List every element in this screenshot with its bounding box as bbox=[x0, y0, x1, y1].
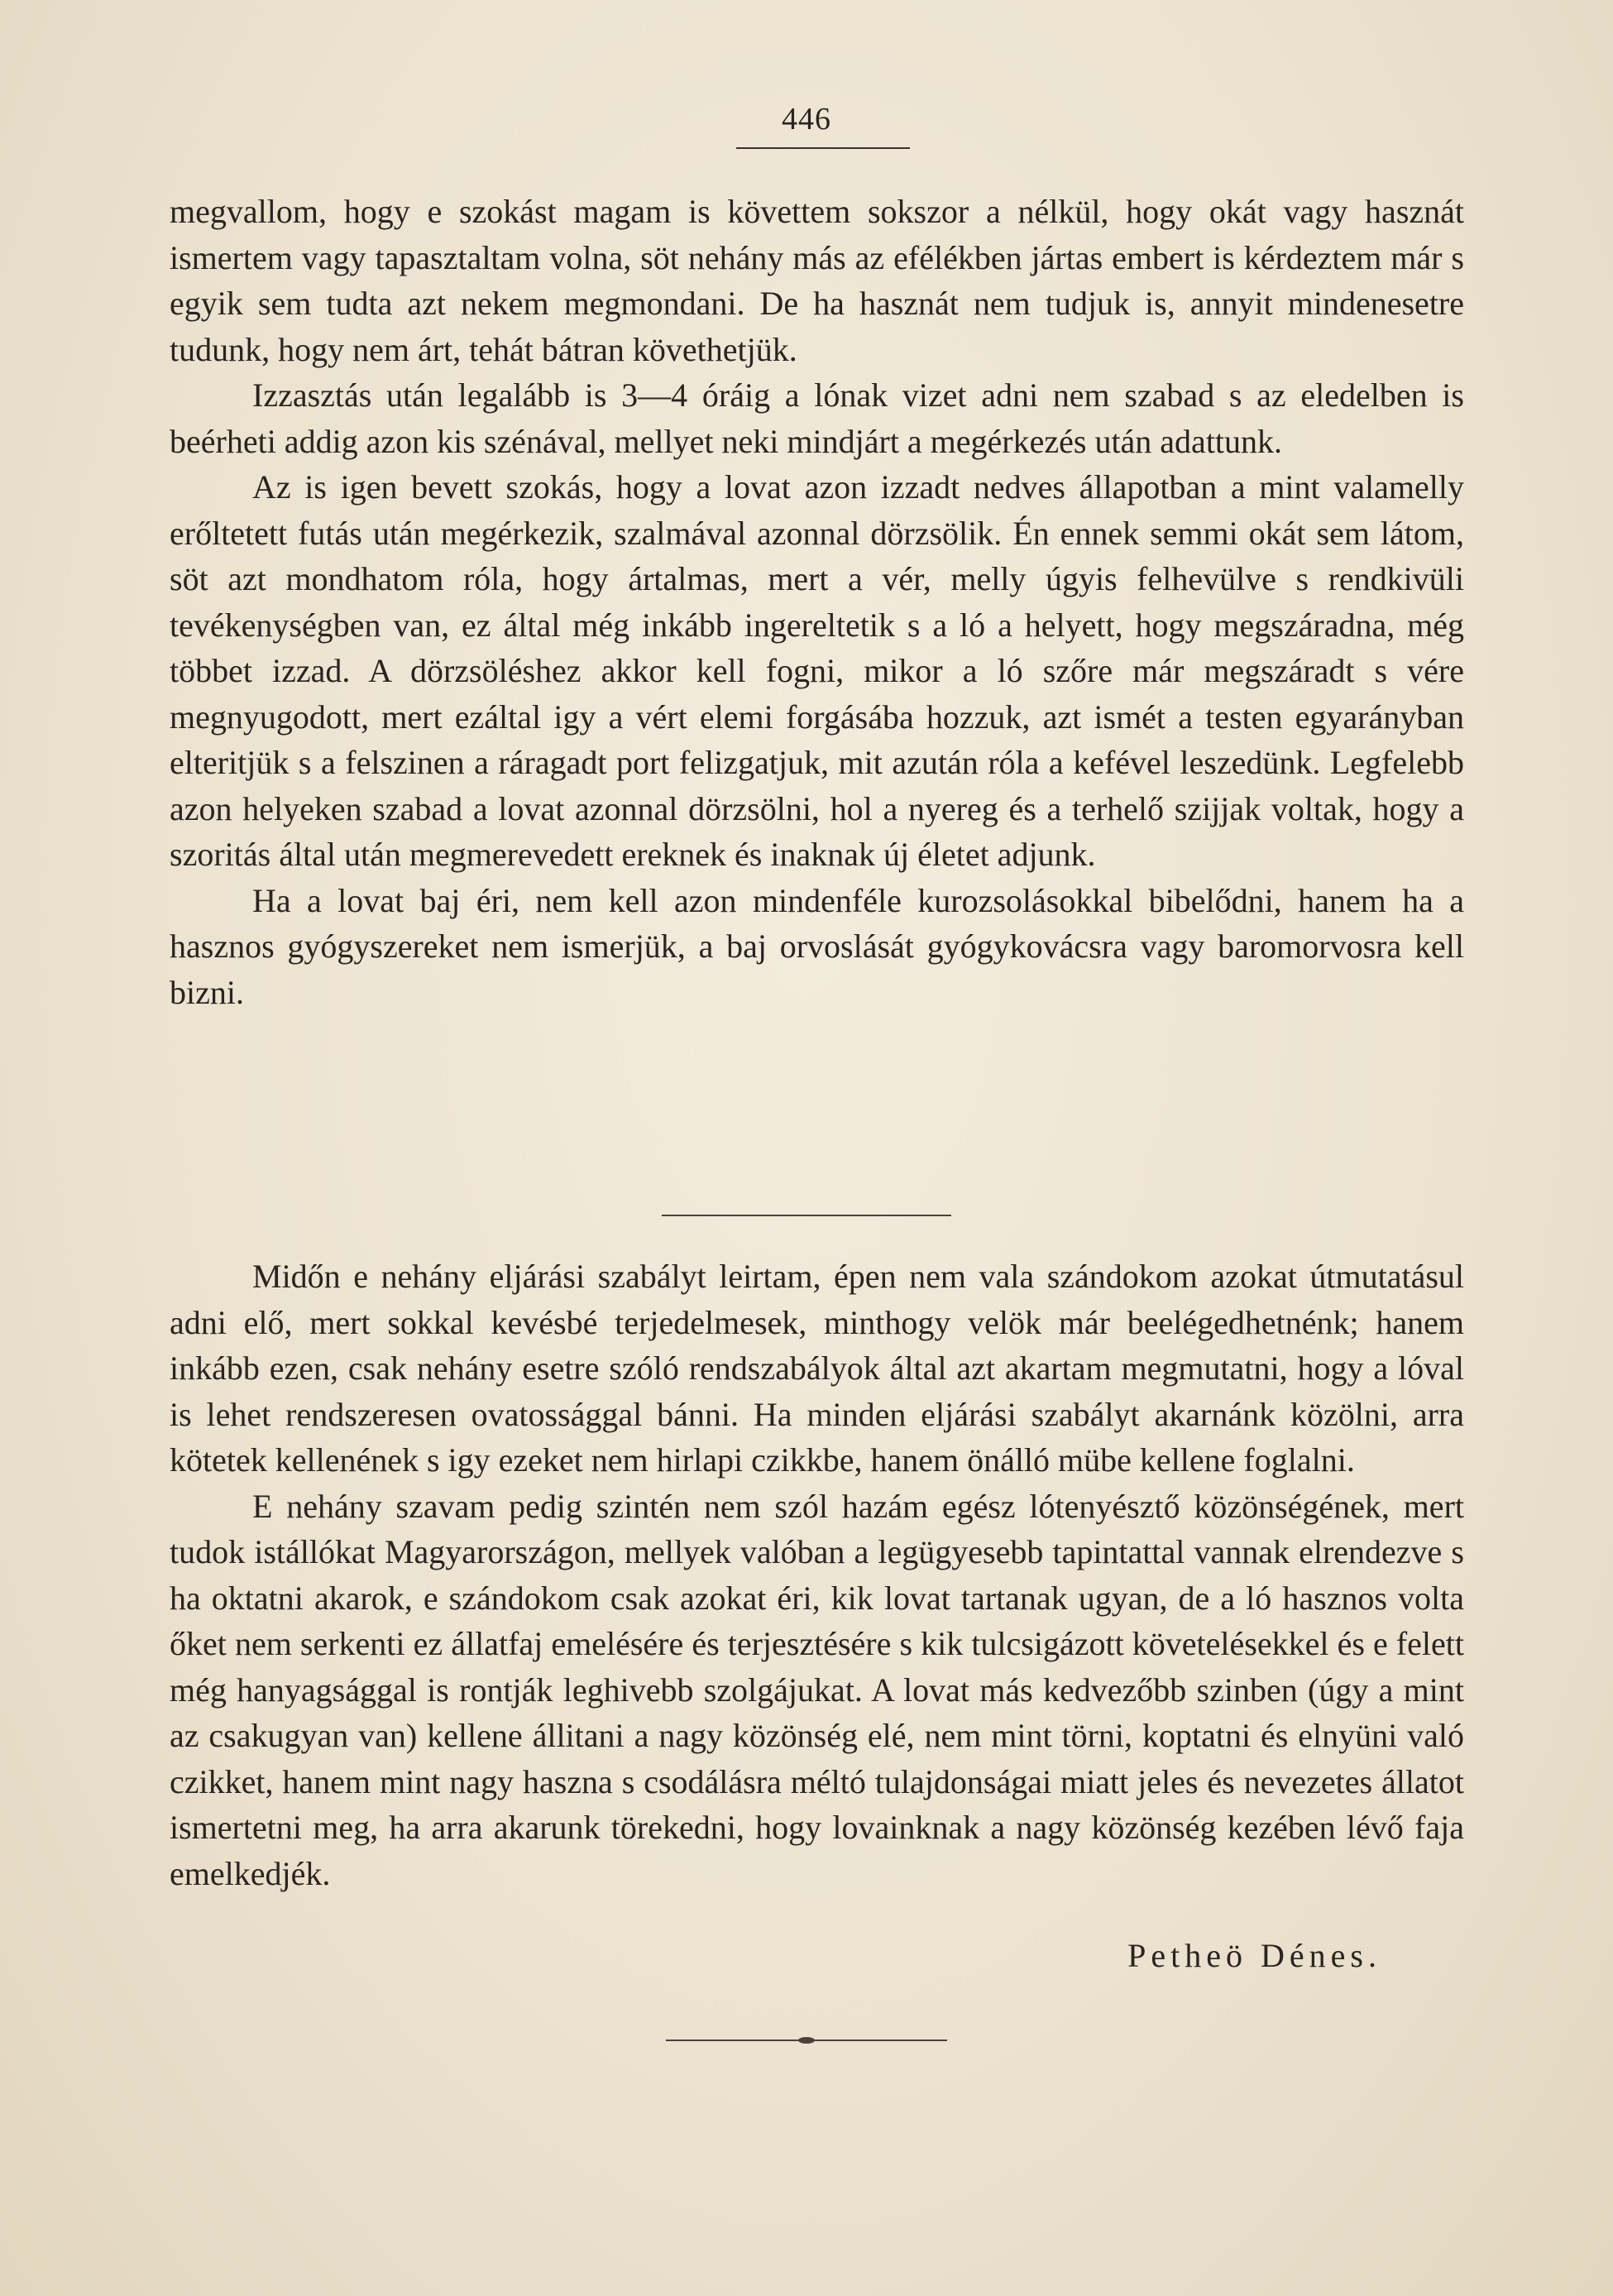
body-text-section-1 bbox=[170, 189, 1464, 1015]
page-number: 446 bbox=[782, 102, 831, 137]
paragraph: Midőn e nehány eljárási szabályt leirtam, épen nem vala szándokom azokat útmutatásul adni elő, mert sokkal kevésbé terjedelmesek, minthogy velök már beelégedhetnénk; hanem inkább ezen, csak nehány esetre szóló rendszabályok által azt akartam megmutatni, hogy a lóval is lehet rendszeresen ovatossággal bánni. Ha minden eljárási szabályt akarnánk közölni, arra kötetek kellenének s igy ezeket nem hirlapi czikkbe, hanem önálló mübe kellene foglalni. bbox=[170, 1258, 1464, 1479]
body-text-section-2 bbox=[170, 1253, 1464, 1896]
end-ornament-rule bbox=[666, 2040, 947, 2041]
section-divider bbox=[662, 1215, 951, 1216]
header-rule bbox=[736, 147, 910, 149]
paragraph: E nehány szavam pedig szintén nem szól hazám egész lótenyésztő közönségének, mert tudok istállókat Magyarországon, mellyek valóban a legügyesebb tapintattal vannak elrendezve s ha oktatni akarok, e szándokom csak azokat éri, kik lovat tartanak ugyan, de a ló hasznos volta őket nem serkenti ez állatfaj emelésére és terjesztésére s kik tulcsigázott követelésekkel és e felett még hanyagsággal is rontják leghivebb szolgájukat. A lovat más kedvezőbb szinben (úgy a mint az csakugyan van) kellene állitani a nagy közönség elé, nem mint törni, koptatni és elnyüni való czikket, hanem mint nagy haszna s csodálásra méltó tulajdonságai miatt jeles és nevezetes állatot ismertetni meg, ha arra akarunk törekedni, hogy lovainknak a nagy közönség kezében lévő faja emelkedjék. bbox=[170, 1487, 1464, 1892]
paragraph: Ha a lovat baj éri, nem kell azon mindenféle kurozsolásokkal bibelődni, hanem ha a hasznos gyógyszereket nem ismerjük, a baj orvoslását gyógykovácsra vagy baromorvosra kell bizni. bbox=[170, 881, 1464, 1011]
paragraph: Az is igen bevett szokás, hogy a lovat azon izzadt nedves állapotban a mint valamelly erőltetett futás után megérkezik, szalmával azonnal dörzsölik. Én ennek semmi okát sem látom, söt azt mondhatom róla, hogy ártalmas, mert a vér, melly úgyis felhevülve s rendkivüli tevékenységben van, ez által még inkább ingereltetik s a ló a helyett, hogy megszáradna, még többet izzad. A dörzsöléshez akkor kell fogni, mikor a ló szőre már megszáradt s vére megnyugodott, mert ezáltal igy a vért elemi forgásába hozzuk, azt ismét a testen egyarányban elteritjük s a felszinen a ráragadt port felizgatjuk, mit azután róla a kefével leszedünk. Legfelebb azon helyeken szabad a lovat azonnal dörzsölni, hol a nyereg és a terhelő szijjak voltak, hogy a szoritás által után megmerevedett ereknek és inaknak új életet adjunk. bbox=[170, 468, 1464, 873]
author-signature: Petheö Dénes. bbox=[1127, 1937, 1381, 1974]
paragraph: Izzasztás után legalább is 3—4 óráig a lónak vizet adni nem szabad s az eledelben is beérheti addig azon kis szénával, mellyet neki mindjárt a megérkezés után adattunk. bbox=[170, 376, 1464, 460]
paragraph: megvallom, hogy e szokást magam is követtem sokszor a nélkül, hogy okát vagy hasznát ismertem vagy tapasztaltam volna, söt nehány más az efélékben jártas embert is kérdeztem már s egyik sem tudta azt nekem megmondani. De ha hasznát nem tudjuk is, annyit mindenesetre tudunk, hogy nem árt, tehát bátran követhetjük. bbox=[170, 193, 1464, 368]
